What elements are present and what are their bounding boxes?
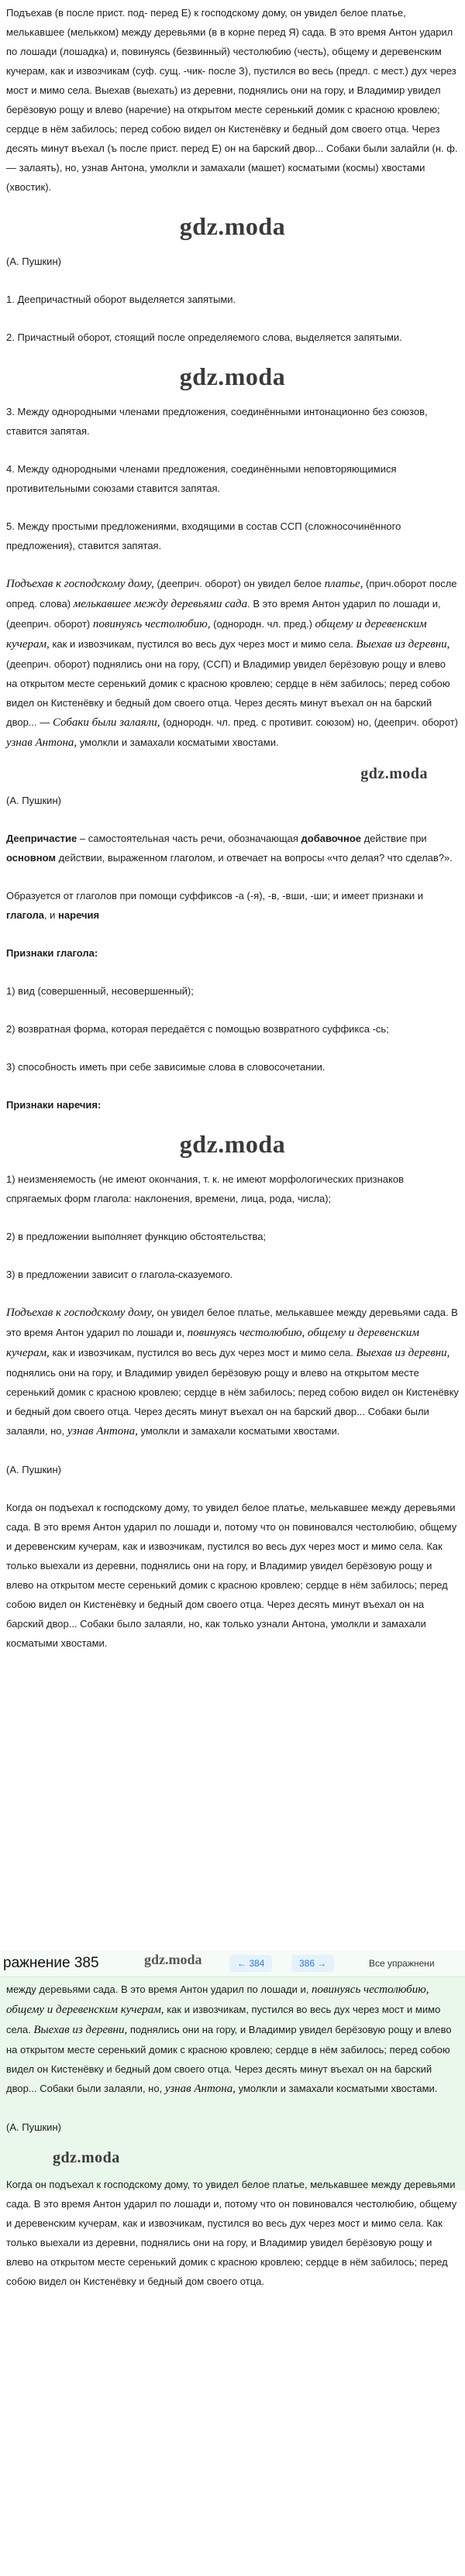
verb-feature: 3) способность иметь при себе зависимые слова в словосочетании. xyxy=(6,1061,326,1073)
source-author: (А. Пушкин) xyxy=(6,256,61,267)
source-author: (А. Пушкин) xyxy=(6,795,61,806)
verb-feature: 1) вид (совершенный, несовершенный); xyxy=(6,985,194,997)
watermark: gdz.moda xyxy=(360,765,428,782)
theory-formation: Образуется от глаголов при помощи суффиксов -а (-я), -в, -вши, -ши; и имеет признаки и глагола, и наречия xyxy=(6,890,424,921)
rule-2: 2. Причастный оборот, стоящий после определяемого слова, выделяется запятыми. xyxy=(6,331,402,343)
handwritten-phrase: Подъехав к господскому дому, xyxy=(6,578,154,590)
watermark: gdz.moda xyxy=(179,362,286,390)
rule-5: 5. Между простыми предложениями, входящими в состав ССП (сложносочинённого предложения), ставится запятая. xyxy=(6,520,401,551)
adverb-feature: 3) в предложении зависит о глагола-сказуемого. xyxy=(6,1269,233,1280)
theory-definition: Деепричастие – самостоятельная часть речи, обозначающая добавочное действие при основном действии, выраженном глаголом, и отвечает на вопросы «что делая? что сделав?». xyxy=(6,833,453,864)
rule-3: 3. Между однородными членами предложения, соединёнными интонационно без союзов, ставится запятая. xyxy=(6,406,428,437)
rule-4: 4. Между однородными членами предложения, соединёнными неповторяющимися противительными союзами ставится запятая. xyxy=(6,463,397,494)
prev-exercise-button[interactable]: ← 384 xyxy=(229,1955,272,1972)
source-author: (А. Пушкин) xyxy=(6,2121,61,2133)
adverb-features-title: Признаки наречия: xyxy=(6,1099,102,1111)
final-paragraph: Когда он подъехал к господскому дому, то увидел белое платье, мелькавшее между деревьями сада. В это время Антон ударил по лошади и, потому что он повиновался честолюбию, общему и деревенским кучерам, как и извозчикам, пустился во весь дух через мост и мимо села. Как только выехали из деревни, поднялись они на гору, и Владимир увидел берёзовую рощу и влево на открытом месте серенький домик с красною кровлею; сердце в нём забилось; перед собою видел он Кистенёвку и бедный дом своего отца. Через десять минут въехал он на барский двор... Собаки было залаяли, но, как только узнали Антона, умолкли и замахали косматыми хвостами. xyxy=(6,1502,457,1649)
adverb-feature: 2) в предложении выполняет функцию обстоятельства; xyxy=(6,1231,267,1242)
watermark: gdz.moda xyxy=(53,2149,120,2166)
exercise-title: ражнение 385 xyxy=(3,1955,99,1971)
adverb-feature: 1) неизменяемость (не имеют окончания, т. к. не имеют морфологических признаков спрягаемых форм глагола: наклонения, времени, лица, рода, числа); xyxy=(6,1173,404,1204)
exercise-text: Подъехав (в после прист. под- перед Е) к господскому дому, он увидел белое платье, мелькавшее (мелькком) между деревьями (в в корне перед Я) сада. В это время Антон ударил по лошади (лошадка) и, повинуясь (безвинный) честолюбию (честь), общему и деревенским кучерам, как и извозчикам (суф. сущ. -чик- после З), пустился во весь (предл. с мест.) дух через мост и мимо села. Выехав (выехать) из деревни, поднялись они на гору, и Владимир увидел берёзовую рощу и влево (наречие) на открытом месте серенький домик с красною кровлею; сердце в нём забилось; перед собою видел он Кистенёвку и бедный дом своего отца. Через десять минут въехал (ъ после прист. перед Е) он на барский двор... Собаки были залайли (н. ф. — залаять), но, узнав Антона, умолкли и замахали (машет) косматыми (космы) хвостами (хвостик). xyxy=(6,7,458,193)
exercise-navbar xyxy=(0,1950,465,1977)
next-exercise-button[interactable]: 386 → xyxy=(291,1955,334,1972)
answer-column xyxy=(0,3,465,1671)
source-author: (А. Пушкин) xyxy=(6,1464,61,1475)
verb-features-title: Признаки глагола: xyxy=(6,947,98,959)
watermark: gdz.moda xyxy=(179,1130,286,1158)
example-paragraph: Подъехав к господскому дому, он увидел белое платье, мелькавшее между деревьями сада. В это время Антон ударил по лошади и, повинуясь честолюбию, общему и деревенским кучерам, как и извозчикам, пустился во весь дух через мост и мимо села. Выехав из деревни, поднялись они на гору, и Владимир увидел берёзовую рощу и влево на открытом месте серенький домик с красною кровлею; сердце в нём забилось; перед собою видел он Кистенёвку и бедный дом своего отца. Через десять минут въехал он на барский двор... Собаки были залаяли, но, узнав Антона, умолкли и замахали косматыми хвостами. xyxy=(6,1307,459,1437)
analysis-paragraph: Подъехав к господскому дому, (дееприч. оборот) он увидел белое платье, (прич.оборот после опред. слова) мелькавшее между деревьями сада. В это время Антон ударил по лошади и, (дееприч. оборот) повинуясь честолюбию, (однородн. чл. пред.) общему и деревенским кучерам, как и извозчикам, пустился во весь дух через мост и мимо села. Выехав из деревни, (дееприч. оборот) поднялись они на гору, (ССП) и Владимир увидел берёзовую рощу и влево на открытом месте серенький домик с красною кровлею; сердце в нём забилось; перед собою видел он Кистенёвку и бедный дом своего отца. Через десять минут въехал он на барский двор... — Собаки были залаяли, (однородн. чл. пред. с противит. союзом) но, (дееприч. оборот) узнав Антона, умолкли и замахали косматыми хвостами. xyxy=(6,578,459,749)
all-exercises-link[interactable]: Все упражнени xyxy=(369,1958,435,1969)
watermark: gdz.moda xyxy=(179,212,286,240)
example-paragraph-repeat: между деревьями сада. В это время Антон ударил по лошади и, повинуясь честолюбию, общему и деревенским кучерам, как и извозчикам, пустился во весь дух через мост и мимо села. Выехав из деревни, поднялись они на гору, и Владимир увидел берёзовую рощу и влево на открытом месте серенький домик с красною кровлею; сердце в нём забилось; перед собою видел он Кистенёвку и бедный дом своего отца. Через десять минут въехал он на барский двор... Собаки были залаяли, но, узнав Антона, умолкли и замахали косматыми хвостами. xyxy=(6,1984,452,2095)
rule-1: 1. Деепричастный оборот выделяется запятыми. xyxy=(6,294,236,305)
lower-column xyxy=(0,1980,465,2310)
verb-feature: 2) возвратная форма, которая передаётся с помощью возвратного суффикса -сь; xyxy=(6,1023,389,1035)
final-paragraph-repeat: Когда он подъехал к господскому дому, то увидел белое платье, мелькавшее между деревьями сада. В это время Антон ударил по лошади и, потому что он повиновался честолюбию, общему и деревенским кучерам, как и извозчикам, пустился во весь дух через мост и мимо села. Как только выехали из деревни, поднялись они на гору, и Владимир увидел берёзовую рощу и влево на открытом месте серенький домик с красною кровлею; сердце в нём забилось; перед собою видел он Кистенёвку и бедный дом своего отца. xyxy=(6,2179,457,2287)
watermark: gdz.moda xyxy=(144,1952,202,1967)
